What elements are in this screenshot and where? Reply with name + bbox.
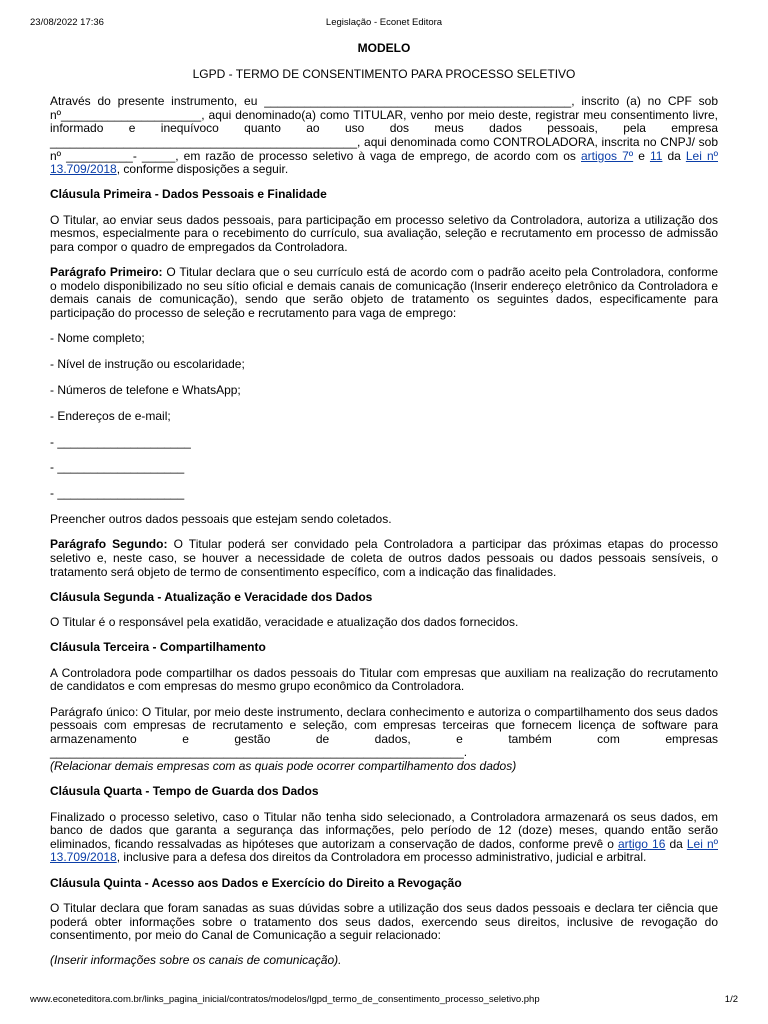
clause2-title: Cláusula Segunda - Atualização e Veracidade dos Dados bbox=[50, 589, 373, 604]
intro-text-and: e bbox=[633, 148, 650, 163]
clause4-title: Cláusula Quarta - Tempo de Guarda dos Dados bbox=[50, 784, 319, 799]
clause5-title: Cláusula Quinta - Acesso aos Dados e Exercício do Direito a Revogação bbox=[50, 875, 462, 890]
list-item: - ____________________ bbox=[50, 434, 191, 449]
doc-title: LGPD - TERMO DE CONSENTIMENTO PARA PROCESSO SELETIVO bbox=[192, 66, 576, 81]
paragraph-segundo-label: Parágrafo Segundo: bbox=[50, 537, 168, 552]
clause2-text: O Titular é o responsável pela exatidão, veracidade e atualização dos dados fornecidos. bbox=[50, 615, 519, 630]
doc-heading: MODELO bbox=[357, 41, 411, 55]
list-item: - Nome completo; bbox=[50, 331, 145, 345]
page-number: 1/2 bbox=[724, 994, 738, 1005]
clause4-text-part3: , inclusive para a defesa dos direitos da Controladora em processo administrativo, judicial e arbitral. bbox=[116, 850, 647, 865]
paragraph-unico: Parágrafo único: O Titular, por meio deste instrumento, declara conhecimento e autoriza o compartilhamento dos seus dados pessoais com empresas de recrutamento e seleção, com empresas terceiras que fornecem licença de software para armazenamento e gestão de dados, e também com empresas ______________________________________________________________. bbox=[50, 704, 718, 760]
document-body bbox=[50, 42, 718, 968]
list-item: - ___________________ bbox=[50, 460, 185, 475]
intro-text: Através do presente instrumento, eu ______________________________________________, inscrito (a) no CPF sob nº_____________________, aqui denominado(a) como TITULAR, venho por meio deste, registrar meu consentimento livre, informado e inequívoco quanto ao uso dos meus dados pessoais, pela empresa ______________________________________________, aqui denominada como CONTROLADORA, inscrita no CNPJ/ sob nº __________- _____, em razão de processo seletivo à vaga de emprego, de acordo com os bbox=[50, 94, 718, 163]
intro-text-end: , conforme disposições a seguir. bbox=[116, 162, 289, 177]
list-item: - Números de telefone e WhatsApp; bbox=[50, 382, 241, 397]
list-item: - Endereços de e-mail; bbox=[50, 408, 171, 423]
paragraph-primeiro bbox=[50, 266, 718, 320]
paragraph-segundo-text: O Titular poderá ser convidado pela Controladora a participar das próximas etapas do processo seletivo e, neste caso, se houver a necessidade de coleta de outros dados pessoais ou dados pessoais sensíveis, o tratamento será objeto de termo de consentimento específico, com a indicação das finalidades. bbox=[50, 537, 718, 579]
clause4-text-part1: Finalizado o processo seletivo, caso o Titular não tenha sido selecionado, a Controladora armazenará os seus dados, em banco de dados que garanta a segurança das informações, pelo período de 12 (doze) meses, quando então serão eliminados, ficando ressalvadas as hipóteses que autorizam a conservação de dados, conforme prevê o bbox=[50, 809, 718, 851]
link-lei-13709[interactable]: Lei nº 13.709/2018 bbox=[50, 148, 719, 177]
page-title: Legislação - Econet Editora bbox=[325, 17, 443, 28]
fill-note: Preencher outros dados pessoais que estejam sendo coletados. bbox=[50, 512, 392, 527]
list-item: - Nível de instrução ou escolaridade; bbox=[50, 356, 245, 371]
paragraph-primeiro-text: O Titular declara que o seu currículo está de acordo com o padrão aceito pela Controladora, conforme o modelo disponibilizado no seu sítio oficial e demais canais de comunicação (Inserir endereço eletrônico da Controladora e demais canais de comunicação), sendo que serão objeto de tratamento os seguintes dados, especificamente para participação do processo de seleção e recrutamento para vaga de emprego: bbox=[50, 265, 718, 320]
intro-paragraph bbox=[50, 95, 718, 177]
clause4-text bbox=[50, 811, 718, 865]
clause5-text: O Titular declara que foram sanadas as suas dúvidas sobre a utilização dos seus dados pessoais e declara ter ciência que poderá obter informações sobre o tratamento dos seus dados, exercendo seus direitos, inclusive de revogação do consentimento, por meio do Canal de Comunicação a seguir relacionado: bbox=[50, 901, 718, 943]
list-item: - ___________________ bbox=[50, 486, 185, 501]
clause3-text: A Controladora pode compartilhar os dados pessoais do Titular com empresas que auxiliam na realização do recrutamento de candidatos e com empresas do mesmo grupo econômico da Controladora. bbox=[50, 665, 718, 694]
paragraph-segundo bbox=[50, 538, 718, 579]
clause1-title: Cláusula Primeira - Dados Pessoais e Finalidade bbox=[50, 187, 327, 202]
link-artigos-7[interactable]: artigos 7º bbox=[581, 148, 634, 163]
link-artigo-11[interactable]: 11 bbox=[649, 148, 663, 163]
print-footer bbox=[30, 994, 738, 1008]
clause3-title: Cláusula Terceira - Compartilhamento bbox=[50, 640, 266, 655]
paragraph-primeiro-label: Parágrafo Primeiro: bbox=[50, 265, 163, 280]
link-lei-13709-clause4[interactable]: Lei nº 13.709/2018 bbox=[50, 836, 718, 865]
data-list bbox=[50, 332, 718, 501]
print-header bbox=[30, 17, 738, 31]
intro-text-da: da bbox=[662, 148, 686, 163]
clause5-note: (Inserir informações sobre os canais de comunicação). bbox=[50, 953, 342, 968]
page-url: www.econeteditora.com.br/links_pagina_inicial/contratos/modelos/lgpd_termo_de_consentimento_processo_seletivo.php bbox=[30, 994, 540, 1005]
print-datetime: 23/08/2022 17:36 bbox=[30, 17, 104, 28]
link-artigo-16[interactable]: artigo 16 bbox=[617, 836, 666, 851]
clause4-text-part2: da bbox=[665, 836, 687, 851]
clause1-text: O Titular, ao enviar seus dados pessoais, para participação em processo seletivo da Controladora, autoriza a utilização dos mesmos, especialmente para o recebimento do currículo, sua avaliação, seleção e recrutamento em processo de admissão para compor o quadro de empregados da Controladora. bbox=[50, 212, 718, 255]
paragraph-unico-note: (Relacionar demais empresas com as quais pode ocorrer compartilhamento dos dados) bbox=[50, 758, 517, 773]
